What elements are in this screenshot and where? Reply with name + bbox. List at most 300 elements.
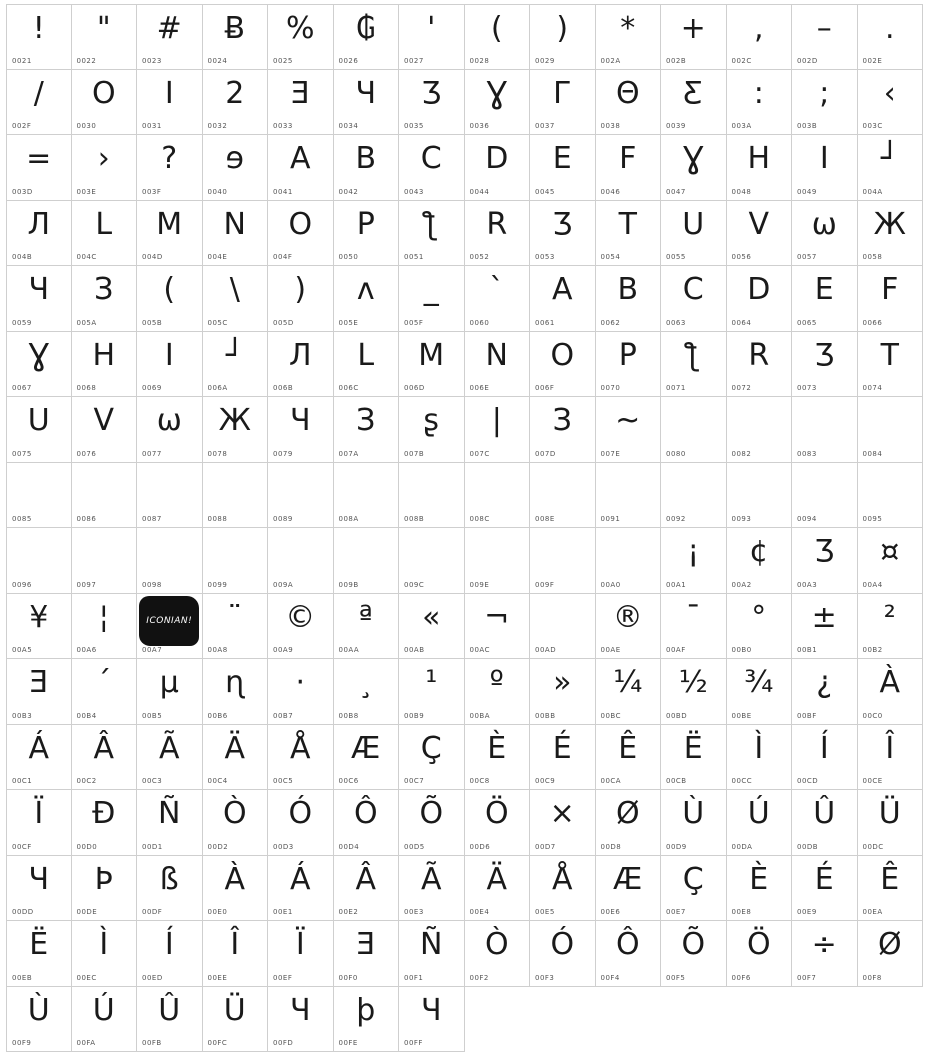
glyph-cell[interactable] bbox=[399, 659, 465, 725]
glyph-preview: Ʒ bbox=[552, 206, 573, 242]
glyph-cell[interactable] bbox=[596, 528, 662, 594]
glyph-cell[interactable] bbox=[72, 4, 138, 70]
glyph-cell[interactable] bbox=[137, 463, 203, 529]
glyph-codepoint: 0095 bbox=[862, 515, 883, 523]
glyph-codepoint: 002E bbox=[862, 56, 883, 65]
glyph-cell[interactable] bbox=[530, 921, 596, 987]
glyph-cell[interactable] bbox=[596, 856, 662, 922]
glyph-cell[interactable] bbox=[792, 921, 858, 987]
glyph-cell[interactable] bbox=[137, 70, 203, 136]
glyph-cell[interactable] bbox=[334, 332, 400, 398]
glyph-preview: " bbox=[96, 11, 111, 46]
glyph-cell[interactable] bbox=[465, 463, 531, 529]
glyph-codepoint: 00F0 bbox=[338, 973, 358, 982]
glyph-codepoint: 0037 bbox=[535, 122, 555, 130]
glyph-preview: Ä bbox=[224, 730, 246, 766]
glyph-codepoint: 00B2 bbox=[862, 646, 883, 654]
glyph-cell[interactable] bbox=[203, 397, 269, 463]
glyph-codepoint: 00AA bbox=[338, 646, 360, 654]
glyph-preview: Ч bbox=[28, 861, 50, 897]
glyph-preview: V bbox=[93, 403, 115, 438]
glyph-cell[interactable] bbox=[530, 397, 596, 463]
glyph-cell[interactable] bbox=[596, 332, 662, 398]
glyph-cell[interactable] bbox=[72, 332, 138, 398]
glyph-preview: E bbox=[814, 272, 834, 307]
glyph-cell[interactable] bbox=[661, 659, 727, 725]
glyph-cell[interactable] bbox=[727, 266, 793, 332]
glyph-cell[interactable] bbox=[858, 790, 924, 856]
glyph-cell[interactable] bbox=[530, 463, 596, 529]
glyph-cell[interactable] bbox=[399, 921, 465, 987]
glyph-cell[interactable] bbox=[661, 856, 727, 922]
glyph-cell[interactable] bbox=[203, 201, 269, 267]
glyph-cell[interactable] bbox=[334, 70, 400, 136]
glyph-cell[interactable] bbox=[72, 921, 138, 987]
glyph-cell[interactable] bbox=[858, 659, 924, 725]
glyph-cell[interactable] bbox=[465, 594, 531, 660]
glyph-cell[interactable] bbox=[203, 266, 269, 332]
glyph-preview: B bbox=[617, 272, 639, 307]
glyph-cell[interactable] bbox=[858, 921, 924, 987]
glyph-codepoint: 00DB bbox=[797, 842, 819, 851]
glyph-cell[interactable] bbox=[661, 463, 727, 529]
glyph-cell[interactable] bbox=[268, 266, 334, 332]
glyph-cell[interactable] bbox=[727, 332, 793, 398]
glyph-preview: Î bbox=[230, 927, 240, 962]
glyph-cell[interactable] bbox=[727, 528, 793, 594]
glyph-cell[interactable] bbox=[203, 332, 269, 398]
glyph-cell[interactable] bbox=[465, 135, 531, 201]
glyph-cell[interactable] bbox=[268, 201, 334, 267]
glyph-cell[interactable] bbox=[72, 463, 138, 529]
glyph-cell[interactable] bbox=[334, 135, 400, 201]
glyph-preview: R bbox=[486, 206, 508, 242]
glyph-preview: ½ bbox=[678, 665, 708, 700]
glyph-cell[interactable] bbox=[399, 594, 465, 660]
glyph-cell[interactable] bbox=[596, 725, 662, 791]
glyph-cell[interactable] bbox=[858, 725, 924, 791]
glyph-cell[interactable] bbox=[661, 201, 727, 267]
glyph-cell[interactable] bbox=[792, 725, 858, 791]
glyph-cell[interactable] bbox=[399, 332, 465, 398]
glyph-codepoint: 0056 bbox=[731, 253, 752, 261]
glyph-cell[interactable] bbox=[334, 659, 400, 725]
glyph-codepoint: 0036 bbox=[469, 122, 490, 130]
glyph-preview: Ж bbox=[218, 403, 251, 438]
glyph-cell[interactable] bbox=[137, 790, 203, 856]
glyph-cell[interactable] bbox=[465, 921, 531, 987]
glyph-cell[interactable] bbox=[137, 921, 203, 987]
glyph-cell[interactable] bbox=[399, 135, 465, 201]
glyph-cell[interactable] bbox=[6, 987, 72, 1053]
glyph-cell[interactable] bbox=[334, 4, 400, 70]
glyph-codepoint: 00B4 bbox=[76, 711, 97, 720]
glyph-cell[interactable] bbox=[203, 594, 269, 660]
glyph-preview: Õ bbox=[681, 927, 706, 962]
glyph-preview: I bbox=[819, 141, 829, 176]
glyph-cell[interactable] bbox=[203, 659, 269, 725]
glyph-cell[interactable] bbox=[596, 463, 662, 529]
glyph-cell[interactable] bbox=[334, 725, 400, 791]
glyph-cell[interactable] bbox=[203, 856, 269, 922]
glyph-cell[interactable] bbox=[792, 463, 858, 529]
glyph-preview: P bbox=[618, 337, 637, 373]
glyph-cell[interactable] bbox=[661, 332, 727, 398]
glyph-cell[interactable] bbox=[268, 790, 334, 856]
glyph-cell[interactable] bbox=[727, 725, 793, 791]
glyph-cell[interactable] bbox=[203, 921, 269, 987]
glyph-cell[interactable] bbox=[137, 332, 203, 398]
glyph-cell[interactable] bbox=[858, 856, 924, 922]
glyph-cell[interactable] bbox=[6, 332, 72, 398]
glyph-preview bbox=[858, 465, 923, 509]
glyph-cell[interactable] bbox=[661, 397, 727, 463]
glyph-cell[interactable] bbox=[6, 266, 72, 332]
glyph-cell[interactable] bbox=[334, 463, 400, 529]
glyph-cell[interactable] bbox=[792, 528, 858, 594]
glyph-cell[interactable] bbox=[661, 725, 727, 791]
glyph-cell[interactable] bbox=[596, 266, 662, 332]
glyph-cell[interactable] bbox=[72, 266, 138, 332]
glyph-cell[interactable] bbox=[530, 70, 596, 136]
glyph-cell[interactable] bbox=[661, 4, 727, 70]
glyph-cell[interactable] bbox=[792, 594, 858, 660]
glyph-preview: % bbox=[285, 11, 315, 46]
glyph-cell[interactable] bbox=[137, 4, 203, 70]
glyph-cell[interactable] bbox=[858, 397, 924, 463]
glyph-preview: © bbox=[285, 599, 316, 635]
glyph-cell[interactable] bbox=[727, 463, 793, 529]
glyph-cell[interactable] bbox=[530, 790, 596, 856]
glyph-preview: U bbox=[27, 403, 50, 438]
glyph-codepoint: 00F5 bbox=[666, 973, 686, 982]
glyph-cell[interactable] bbox=[6, 659, 72, 725]
glyph-cell[interactable] bbox=[268, 725, 334, 791]
glyph-cell[interactable] bbox=[72, 70, 138, 136]
glyph-codepoint: 0069 bbox=[142, 384, 162, 392]
glyph-codepoint: 0093 bbox=[731, 515, 752, 523]
glyph-cell[interactable] bbox=[465, 4, 531, 70]
glyph-preview: Ɣ bbox=[486, 75, 508, 111]
glyph-preview: Ã bbox=[420, 861, 442, 897]
glyph-codepoint: 008A bbox=[338, 515, 359, 523]
glyph-cell[interactable] bbox=[137, 397, 203, 463]
glyph-preview: Ö bbox=[746, 927, 771, 962]
glyph-cell[interactable] bbox=[465, 397, 531, 463]
glyph-cell[interactable] bbox=[858, 332, 924, 398]
glyph-preview: C bbox=[682, 272, 704, 307]
glyph-cell[interactable] bbox=[596, 135, 662, 201]
glyph-cell[interactable] bbox=[399, 856, 465, 922]
glyph-cell[interactable] bbox=[465, 659, 531, 725]
glyph-cell[interactable] bbox=[530, 201, 596, 267]
glyph-cell[interactable] bbox=[465, 332, 531, 398]
glyph-cell[interactable] bbox=[792, 790, 858, 856]
glyph-cell[interactable] bbox=[137, 528, 203, 594]
glyph-preview: Ð bbox=[92, 796, 116, 831]
glyph-cell[interactable] bbox=[530, 266, 596, 332]
glyph-cell[interactable] bbox=[268, 594, 334, 660]
glyph-codepoint: 0060 bbox=[469, 318, 490, 327]
glyph-cell[interactable] bbox=[596, 201, 662, 267]
glyph-cell[interactable] bbox=[792, 856, 858, 922]
glyph-cell[interactable] bbox=[399, 201, 465, 267]
glyph-cell[interactable] bbox=[334, 201, 400, 267]
glyph-cell[interactable] bbox=[399, 528, 465, 594]
glyph-cell[interactable] bbox=[334, 528, 400, 594]
glyph-cell[interactable] bbox=[858, 4, 924, 70]
glyph-cell[interactable] bbox=[727, 594, 793, 660]
glyph-preview: Ü bbox=[223, 992, 246, 1028]
glyph-cell[interactable] bbox=[72, 528, 138, 594]
glyph-cell[interactable] bbox=[792, 135, 858, 201]
glyph-cell[interactable] bbox=[465, 266, 531, 332]
glyph-codepoint: 0049 bbox=[797, 187, 817, 196]
glyph-cell[interactable] bbox=[72, 725, 138, 791]
glyph-cell[interactable] bbox=[137, 856, 203, 922]
glyph-preview: _ bbox=[423, 272, 439, 307]
glyph-codepoint: 004F bbox=[273, 253, 293, 261]
glyph-preview: , bbox=[753, 11, 764, 46]
glyph-codepoint: 0091 bbox=[600, 515, 621, 523]
glyph-cell[interactable] bbox=[268, 70, 334, 136]
glyph-cell[interactable] bbox=[596, 70, 662, 136]
glyph-cell[interactable] bbox=[399, 266, 465, 332]
glyph-cell[interactable] bbox=[792, 70, 858, 136]
glyph-cell[interactable] bbox=[727, 201, 793, 267]
glyph-codepoint: 00C8 bbox=[469, 777, 490, 785]
glyph-cell[interactable] bbox=[268, 463, 334, 529]
glyph-preview: ! bbox=[32, 11, 45, 46]
glyph-cell[interactable] bbox=[334, 397, 400, 463]
glyph-cell[interactable] bbox=[268, 856, 334, 922]
glyph-cell[interactable] bbox=[268, 987, 334, 1053]
glyph-cell[interactable] bbox=[596, 790, 662, 856]
glyph-preview: O bbox=[288, 206, 313, 242]
glyph-cell[interactable] bbox=[6, 4, 72, 70]
glyph-cell[interactable] bbox=[203, 790, 269, 856]
glyph-cell[interactable] bbox=[6, 921, 72, 987]
glyph-cell[interactable] bbox=[268, 4, 334, 70]
glyph-codepoint: 00E0 bbox=[207, 908, 228, 916]
glyph-codepoint: 0082 bbox=[731, 449, 752, 458]
glyph-codepoint: 0098 bbox=[142, 580, 162, 589]
glyph-cell[interactable] bbox=[72, 135, 138, 201]
glyph-cell[interactable] bbox=[6, 135, 72, 201]
glyph-preview: É bbox=[814, 861, 834, 897]
glyph-cell[interactable] bbox=[792, 659, 858, 725]
glyph-cell[interactable] bbox=[596, 921, 662, 987]
glyph-preview: Ù bbox=[27, 992, 50, 1028]
glyph-cell[interactable] bbox=[268, 332, 334, 398]
glyph-cell[interactable] bbox=[6, 201, 72, 267]
glyph-cell[interactable] bbox=[661, 921, 727, 987]
glyph-cell[interactable] bbox=[792, 266, 858, 332]
glyph-codepoint: 0047 bbox=[666, 187, 686, 196]
glyph-cell[interactable] bbox=[858, 201, 924, 267]
glyph-cell[interactable] bbox=[858, 135, 924, 201]
glyph-cell[interactable] bbox=[399, 397, 465, 463]
glyph-cell[interactable] bbox=[858, 266, 924, 332]
glyph-codepoint: 003E bbox=[76, 187, 97, 196]
glyph-preview: Ø bbox=[877, 927, 902, 962]
glyph-cell[interactable] bbox=[137, 135, 203, 201]
glyph-cell[interactable] bbox=[6, 528, 72, 594]
glyph-cell[interactable] bbox=[792, 201, 858, 267]
glyph-preview: ¥ bbox=[29, 599, 49, 635]
glyph-cell[interactable] bbox=[268, 921, 334, 987]
glyph-cell[interactable] bbox=[399, 987, 465, 1053]
glyph-cell[interactable] bbox=[203, 725, 269, 791]
glyph-codepoint: 00A2 bbox=[731, 580, 752, 589]
glyph-cell[interactable] bbox=[530, 135, 596, 201]
glyph-codepoint: 004A bbox=[862, 187, 883, 196]
glyph-cell[interactable] bbox=[6, 397, 72, 463]
glyph-cell[interactable] bbox=[727, 70, 793, 136]
glyph-cell[interactable] bbox=[268, 659, 334, 725]
glyph-cell[interactable] bbox=[661, 70, 727, 136]
glyph-codepoint: 00D0 bbox=[76, 842, 98, 851]
glyph-preview: Ƀ bbox=[224, 11, 246, 46]
glyph-codepoint: 00E1 bbox=[273, 908, 293, 916]
glyph-codepoint: 00AF bbox=[666, 646, 686, 654]
glyph-cell[interactable] bbox=[72, 987, 138, 1053]
glyph-cell[interactable] bbox=[203, 4, 269, 70]
glyph-cell[interactable] bbox=[137, 266, 203, 332]
glyph-cell[interactable] bbox=[203, 987, 269, 1053]
glyph-cell[interactable] bbox=[858, 594, 924, 660]
glyph-cell[interactable] bbox=[858, 463, 924, 529]
glyph-codepoint: 0085 bbox=[12, 515, 32, 523]
glyph-preview: ¤ bbox=[880, 534, 900, 569]
glyph-preview: È bbox=[487, 730, 507, 766]
glyph-cell[interactable] bbox=[727, 135, 793, 201]
glyph-cell[interactable] bbox=[203, 463, 269, 529]
glyph-preview: Ñ bbox=[158, 796, 181, 831]
glyph-cell[interactable] bbox=[334, 594, 400, 660]
glyph-preview bbox=[7, 530, 71, 574]
glyph-cell[interactable] bbox=[465, 528, 531, 594]
glyph-cell[interactable] bbox=[596, 4, 662, 70]
glyph-preview: B bbox=[355, 141, 377, 176]
glyph-cell[interactable] bbox=[727, 790, 793, 856]
glyph-cell[interactable] bbox=[6, 463, 72, 529]
glyph-cell[interactable] bbox=[6, 70, 72, 136]
glyph-cell[interactable] bbox=[334, 921, 400, 987]
glyph-preview: É bbox=[552, 730, 572, 766]
glyph-cell[interactable] bbox=[661, 790, 727, 856]
glyph-preview: Ê bbox=[880, 861, 900, 897]
glyph-cell[interactable] bbox=[727, 856, 793, 922]
glyph-cell[interactable] bbox=[661, 135, 727, 201]
glyph-cell[interactable] bbox=[530, 659, 596, 725]
glyph-cell[interactable] bbox=[399, 725, 465, 791]
glyph-cell[interactable] bbox=[858, 528, 924, 594]
glyph-cell[interactable] bbox=[137, 987, 203, 1053]
glyph-cell[interactable] bbox=[137, 659, 203, 725]
glyph-cell[interactable] bbox=[465, 201, 531, 267]
glyph-cell[interactable] bbox=[6, 725, 72, 791]
glyph-cell[interactable] bbox=[72, 594, 138, 660]
glyph-cell[interactable] bbox=[137, 201, 203, 267]
glyph-cell[interactable] bbox=[661, 266, 727, 332]
glyph-cell[interactable] bbox=[596, 397, 662, 463]
glyph-preview bbox=[661, 399, 726, 443]
glyph-cell[interactable] bbox=[530, 856, 596, 922]
glyph-cell[interactable] bbox=[792, 332, 858, 398]
glyph-cell[interactable] bbox=[203, 135, 269, 201]
glyph-cell[interactable] bbox=[268, 397, 334, 463]
glyph-preview: Г bbox=[553, 75, 572, 111]
glyph-preview: Ɣ bbox=[682, 141, 704, 176]
glyph-cell[interactable] bbox=[596, 594, 662, 660]
glyph-cell[interactable] bbox=[792, 4, 858, 70]
glyph-preview: ¹ bbox=[425, 665, 438, 700]
glyph-codepoint: 00C4 bbox=[207, 777, 228, 785]
glyph-cell[interactable] bbox=[72, 790, 138, 856]
glyph-cell[interactable] bbox=[465, 70, 531, 136]
glyph-cell[interactable] bbox=[334, 856, 400, 922]
glyph-cell[interactable] bbox=[6, 594, 72, 660]
glyph-cell[interactable] bbox=[661, 594, 727, 660]
glyph-cell[interactable] bbox=[72, 201, 138, 267]
glyph-cell[interactable] bbox=[792, 397, 858, 463]
glyph-cell[interactable] bbox=[137, 594, 203, 660]
glyph-cell[interactable] bbox=[399, 790, 465, 856]
glyph-cell[interactable] bbox=[661, 528, 727, 594]
glyph-cell[interactable] bbox=[465, 856, 531, 922]
glyph-cell[interactable] bbox=[334, 266, 400, 332]
glyph-cell[interactable] bbox=[72, 397, 138, 463]
glyph-cell[interactable] bbox=[596, 659, 662, 725]
glyph-preview: O bbox=[550, 337, 575, 373]
glyph-cell[interactable] bbox=[530, 4, 596, 70]
glyph-cell[interactable] bbox=[530, 332, 596, 398]
glyph-cell[interactable] bbox=[858, 70, 924, 136]
glyph-cell[interactable] bbox=[399, 70, 465, 136]
glyph-preview: C bbox=[420, 141, 442, 176]
glyph-cell[interactable] bbox=[727, 4, 793, 70]
glyph-cell[interactable] bbox=[6, 856, 72, 922]
glyph-preview: Ч bbox=[355, 75, 377, 111]
glyph-cell[interactable] bbox=[727, 921, 793, 987]
glyph-cell[interactable] bbox=[727, 659, 793, 725]
glyph-preview: L bbox=[357, 337, 375, 373]
glyph-cell[interactable] bbox=[334, 987, 400, 1053]
glyph-cell[interactable] bbox=[203, 70, 269, 136]
glyph-cell[interactable] bbox=[465, 725, 531, 791]
glyph-cell[interactable] bbox=[72, 659, 138, 725]
glyph-preview: ~ bbox=[615, 403, 641, 438]
glyph-cell[interactable] bbox=[268, 135, 334, 201]
glyph-cell[interactable] bbox=[137, 725, 203, 791]
glyph-cell[interactable] bbox=[203, 528, 269, 594]
glyph-cell[interactable] bbox=[6, 790, 72, 856]
glyph-codepoint: 00E8 bbox=[731, 908, 752, 916]
glyph-cell[interactable] bbox=[530, 725, 596, 791]
glyph-preview: E bbox=[552, 141, 572, 176]
glyph-cell[interactable] bbox=[727, 397, 793, 463]
glyph-cell[interactable] bbox=[530, 528, 596, 594]
glyph-cell[interactable] bbox=[465, 790, 531, 856]
glyph-cell[interactable] bbox=[399, 4, 465, 70]
glyph-preview: = bbox=[26, 141, 52, 176]
glyph-cell[interactable] bbox=[268, 528, 334, 594]
glyph-cell[interactable] bbox=[530, 594, 596, 660]
glyph-cell[interactable] bbox=[399, 463, 465, 529]
glyph-cell[interactable] bbox=[72, 856, 138, 922]
glyph-cell[interactable] bbox=[334, 790, 400, 856]
